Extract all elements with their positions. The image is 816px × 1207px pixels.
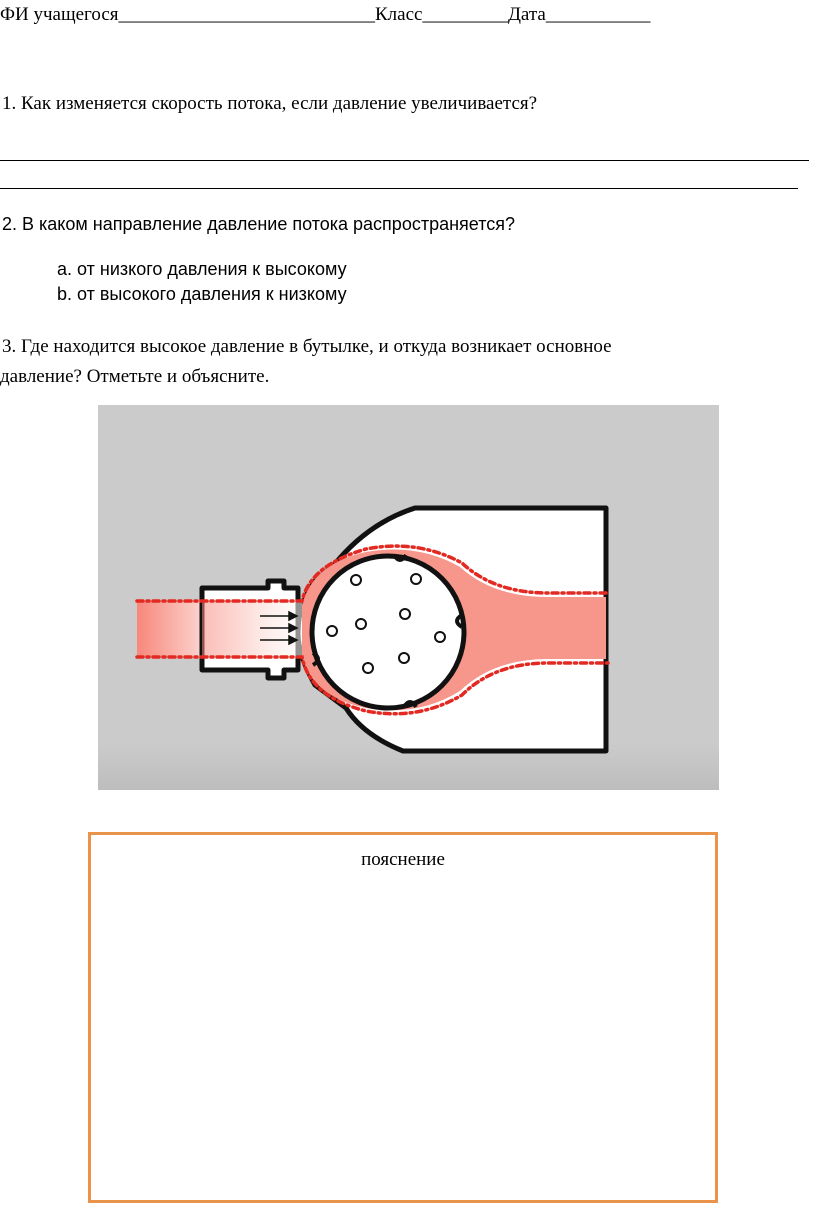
student-name-label: ФИ учащегося [0, 4, 119, 25]
date-blank[interactable]: ___________ [545, 4, 651, 25]
bubble [363, 663, 373, 673]
answer-line-2[interactable] [0, 188, 798, 189]
explanation-title: пояснение [361, 849, 445, 870]
nozzle-flow [202, 601, 302, 657]
bubble [435, 632, 445, 642]
student-info-line [0, 4, 650, 26]
option-a[interactable]: a. от низкого давления к высокому [57, 259, 347, 279]
student-name-blank[interactable]: ___________________________ [118, 4, 375, 25]
bubble [327, 626, 337, 636]
bubble [351, 575, 361, 585]
option-b[interactable]: b. от высокого давления к низкому [57, 284, 347, 304]
bubble [400, 609, 410, 619]
bottle-pressure-diagram [98, 405, 719, 790]
class-blank[interactable]: _________ [422, 4, 508, 25]
class-label: Класс [375, 4, 423, 25]
answer-line-1[interactable] [0, 160, 809, 161]
question-1: 1. Как изменяется скорость потока, если давление увеличивается? [2, 93, 538, 114]
question-3-line-2: давление? Отметьте и объясните. [0, 366, 270, 387]
question-2: 2. В каком направление давление потока распространяется? [2, 214, 515, 234]
bubble [356, 619, 366, 629]
explanation-box[interactable] [88, 832, 718, 1203]
bubble [399, 653, 409, 663]
bubble [411, 574, 421, 584]
question-3-line-1: 3. Где находится высокое давление в бутылке, и откуда возникает основное [2, 336, 612, 357]
date-label: Дата [507, 4, 546, 25]
